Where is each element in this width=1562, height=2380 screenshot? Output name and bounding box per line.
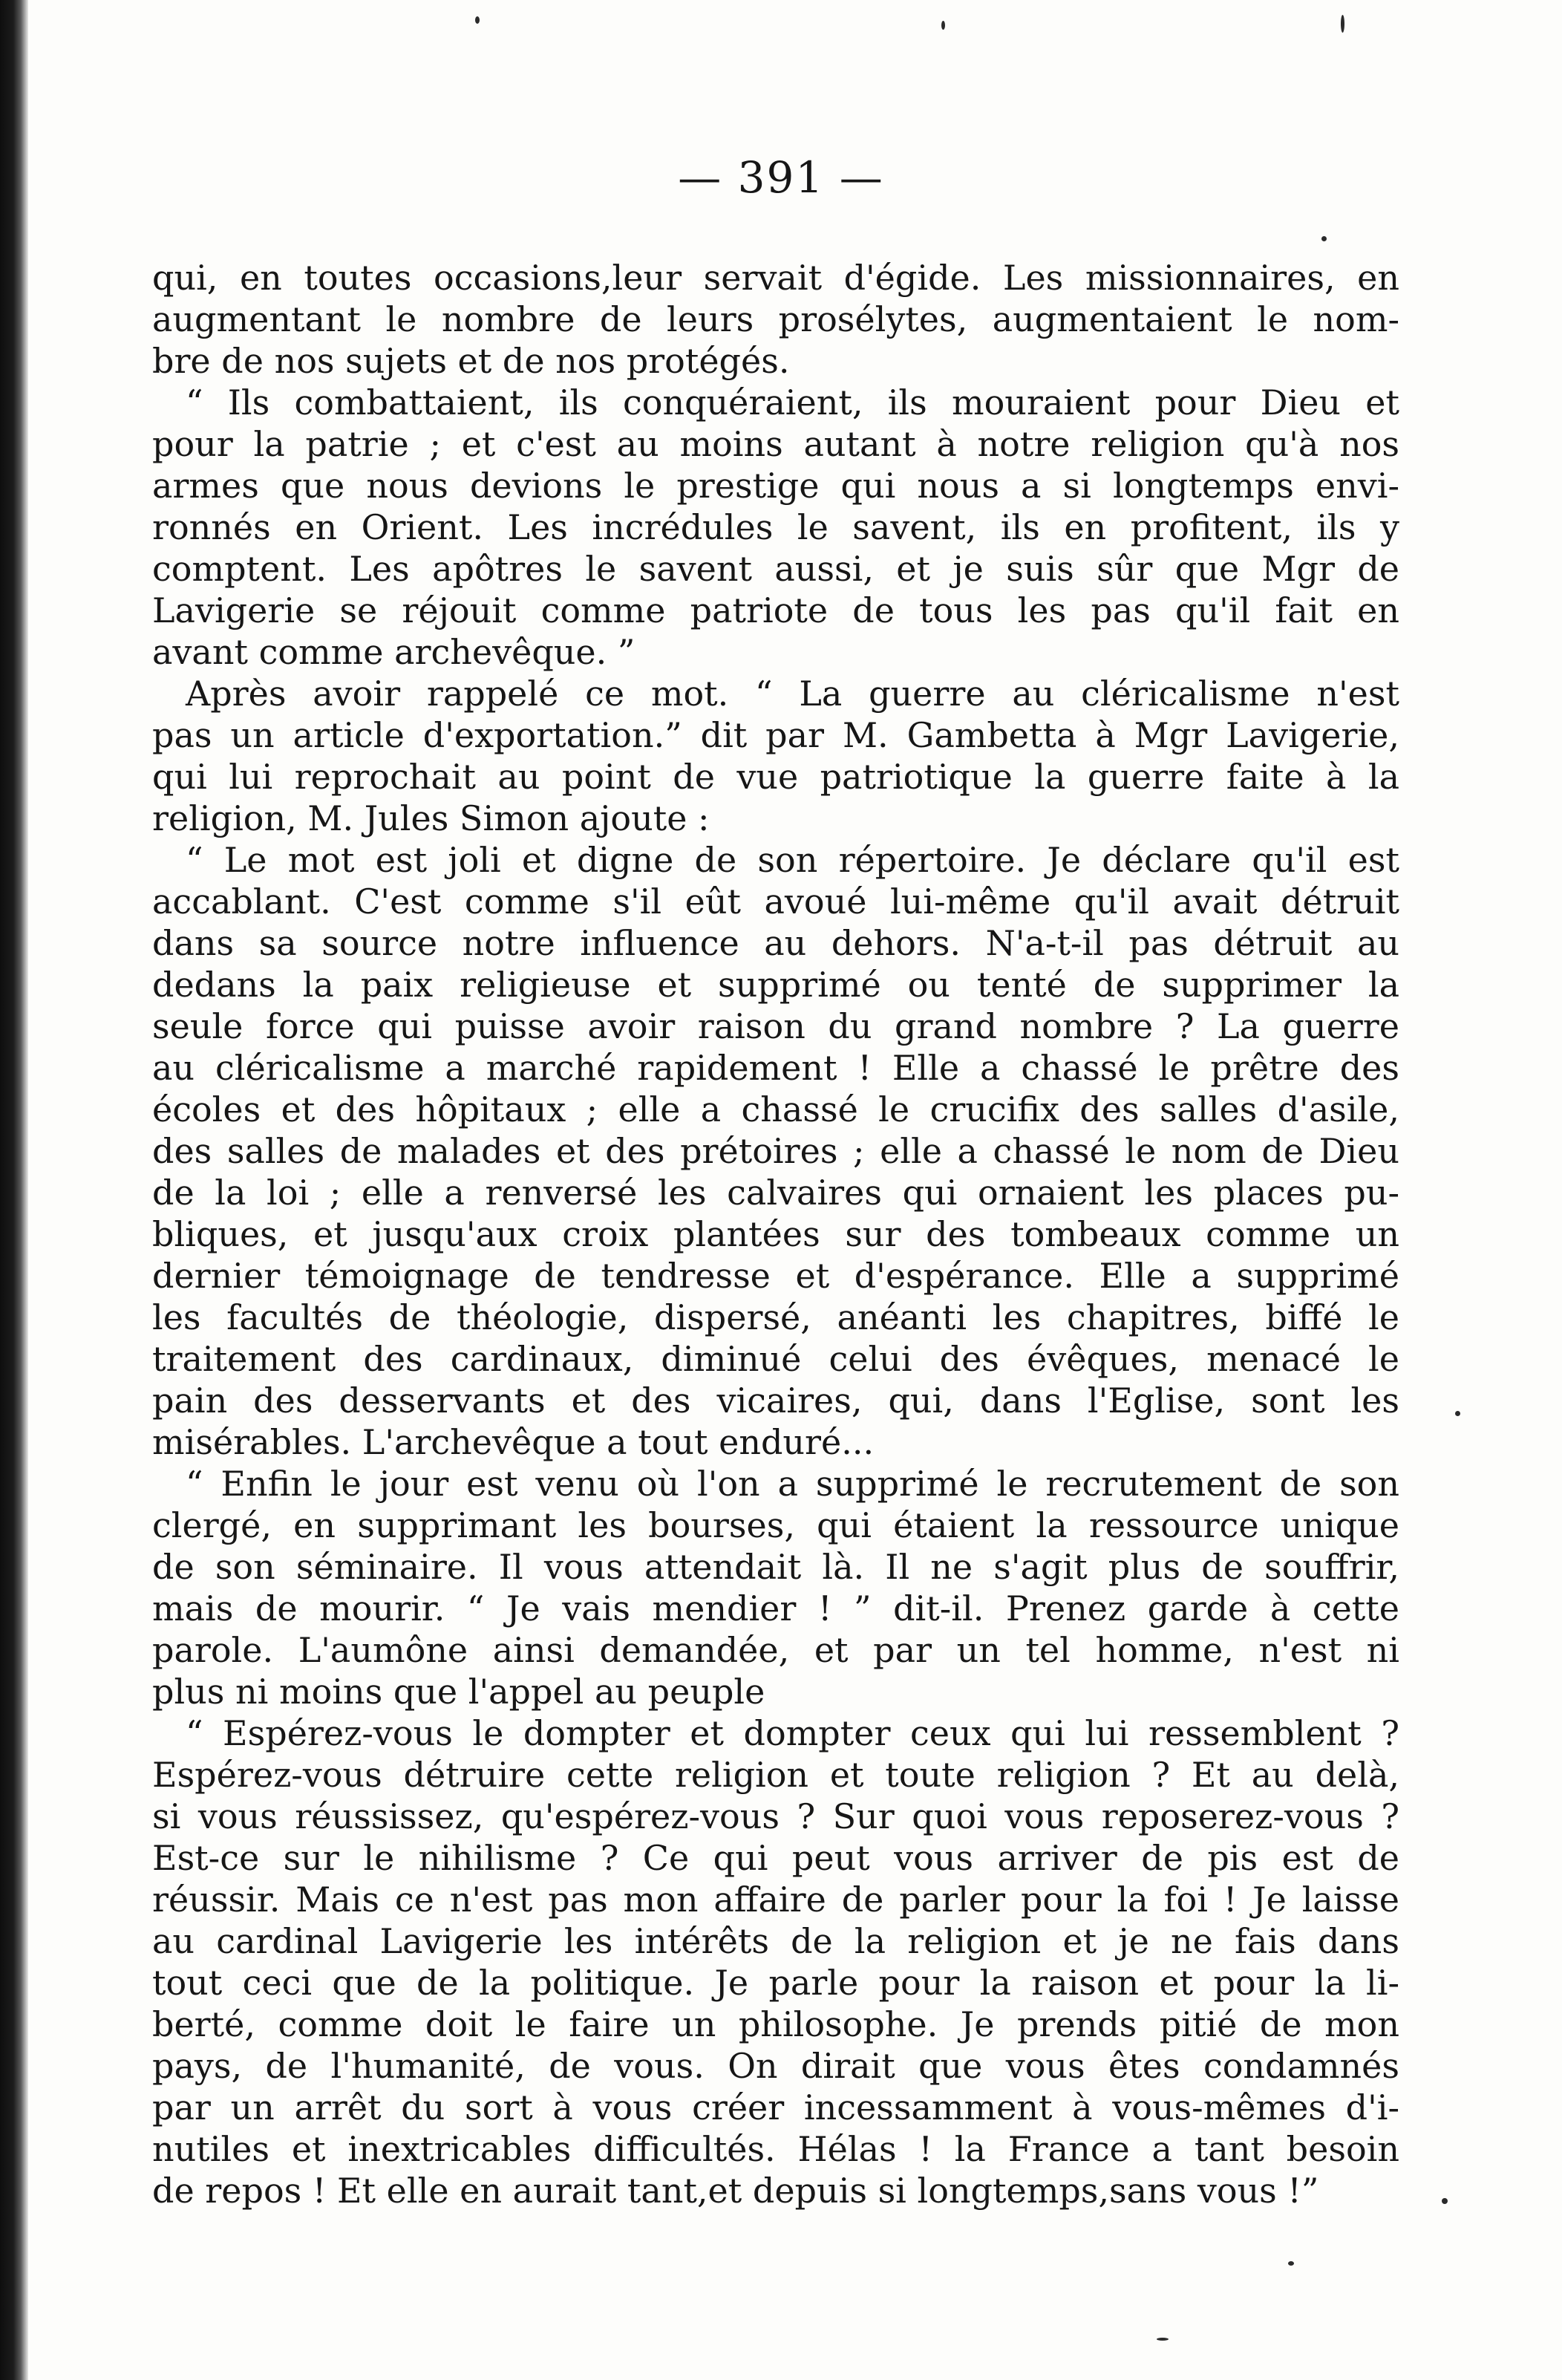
- text-line: pas un article d'exportation.” dit par M. Gambetta à Mgr Lavigerie,: [152, 715, 1399, 755]
- text-line: Après avoir rappelé ce mot. “ La guerre au cléricalisme n'est: [186, 674, 1399, 714]
- text-line: de son séminaire. Il vous attendait là. Il ne s'agit plus de souffrir,: [152, 1547, 1399, 1587]
- scan-speck: [1341, 15, 1344, 33]
- text-line: clergé, en supprimant les bourses, qui étaient la ressource unique: [152, 1505, 1399, 1545]
- text-line: seule force qui puisse avoir raison du grand nombre ? La guerre: [152, 1006, 1399, 1046]
- text-line: des salles de malades et des prétoires ; elle a chassé le nom de Dieu: [152, 1131, 1399, 1171]
- text-line: religion, M. Jules Simon ajoute :: [152, 798, 710, 838]
- text-line: “ Espérez-vous le dompter et dompter ceux qui lui ressemblent ?: [186, 1713, 1399, 1753]
- text-line: au cardinal Lavigerie les intérêts de la religion et je ne fais dans: [152, 1921, 1399, 1961]
- text-line: traitement des cardinaux, diminué celui des évêques, menacé le: [152, 1339, 1399, 1379]
- text-line: “ Le mot est joli et digne de son répertoire. Je déclare qu'il est: [186, 840, 1399, 880]
- text-line: comptent. Les apôtres le savent aussi, et je suis sûr que Mgr de: [152, 549, 1399, 589]
- text-line: dans sa source notre influence au dehors. N'a-t-il pas détruit au: [152, 923, 1399, 963]
- text-line: qui, en toutes occasions,leur servait d'égide. Les missionnaires, en: [152, 258, 1399, 298]
- body-text: [152, 257, 1399, 2211]
- scan-speck: [1288, 2261, 1294, 2266]
- text-line: dernier témoignage de tendresse et d'espérance. Elle a supprimé: [152, 1256, 1399, 1296]
- text-line: mais de mourir. “ Je vais mendier ! ” dit-il. Prenez garde à cette: [152, 1588, 1399, 1628]
- scan-speck: [1321, 236, 1327, 241]
- text-line: berté, comme doit le faire un philosophe. Je prends pitié de mon: [152, 2004, 1399, 2044]
- text-line: les facultés de théologie, dispersé, anéanti les chapitres, biffé le: [152, 1297, 1399, 1337]
- text-line: augmentant le nombre de leurs prosélytes, augmentaient le nom-: [152, 299, 1399, 339]
- text-line: de la loi ; elle a renversé les calvaires qui ornaient les places pu-: [152, 1173, 1399, 1213]
- text-line: “ Enfin le jour est venu où l'on a supprimé le recrutement de son: [186, 1464, 1399, 1504]
- text-line: avant comme archevêque. ”: [152, 632, 635, 672]
- text-line: pain des desservants et des vicaires, qui, dans l'Eglise, sont les: [152, 1380, 1399, 1421]
- scan-speck: [1442, 2198, 1448, 2204]
- text-line: nutiles et inextricables difficultés. Hélas ! la France a tant besoin: [152, 2129, 1399, 2169]
- text-line: Lavigerie se réjouit comme patriote de tous les pas qu'il fait en: [152, 590, 1399, 630]
- scan-speck: [1157, 2338, 1169, 2341]
- text-line: Est-ce sur le nihilisme ? Ce qui peut vous arriver de pis est de: [152, 1838, 1399, 1878]
- text-line: plus ni moins que l'appel au peuple: [152, 1672, 765, 1712]
- text-line: par un arrêt du sort à vous créer incessamment à vous-mêmes d'i-: [152, 2087, 1399, 2128]
- text-line: accablant. C'est comme s'il eût avoué lui-même qu'il avait détruit: [152, 881, 1399, 922]
- text-line: au cléricalisme a marché rapidement ! Elle a chassé le prêtre des: [152, 1048, 1399, 1088]
- text-line: bliques, et jusqu'aux croix plantées sur des tombeaux comme un: [152, 1214, 1399, 1254]
- scan-speck: [475, 16, 480, 24]
- text-line: écoles et des hôpitaux ; elle a chassé le crucifix des salles d'asile,: [152, 1089, 1399, 1129]
- text-line: parole. L'aumône ainsi demandée, et par un tel homme, n'est ni: [152, 1630, 1399, 1670]
- text-line: armes que nous devions le prestige qui nous a si longtemps envi-: [152, 466, 1399, 506]
- scan-speck: [941, 21, 945, 30]
- book-binding-edge: [0, 0, 28, 2380]
- text-line: “ Ils combattaient, ils conquéraient, ils mouraient pour Dieu et: [186, 382, 1399, 423]
- text-line: misérables. L'archevêque a tout enduré...: [152, 1422, 875, 1462]
- text-line: Espérez-vous détruire cette religion et toute religion ? Et au delà,: [152, 1755, 1399, 1795]
- scan-speck: [1455, 1411, 1460, 1416]
- text-line: réussir. Mais ce n'est pas mon affaire de parler pour la foi ! Je laisse: [152, 1879, 1399, 1920]
- text-line: bre de nos sujets et de nos protégés.: [152, 341, 790, 381]
- text-line: pour la patrie ; et c'est au moins autant à notre religion qu'à nos: [152, 424, 1399, 464]
- text-line: qui lui reprochait au point de vue patriotique la guerre faite à la: [152, 757, 1399, 797]
- text-line: si vous réussissez, qu'espérez-vous ? Sur quoi vous reposerez-vous ?: [152, 1796, 1399, 1836]
- text-line: pays, de l'humanité, de vous. On dirait que vous êtes condamnés: [152, 2046, 1399, 2086]
- text-line: ronnés en Orient. Les incrédules le savent, ils en profitent, ils y: [152, 507, 1399, 547]
- page-number: — 391 —: [678, 152, 884, 203]
- text-line: de repos ! Et elle en aurait tant,et depuis si longtemps,sans vous !”: [152, 2171, 1319, 2211]
- text-line: dedans la paix religieuse et supprimé ou tenté de supprimer la: [152, 965, 1399, 1005]
- text-line: tout ceci que de la politique. Je parle pour la raison et pour la li-: [152, 1963, 1399, 2003]
